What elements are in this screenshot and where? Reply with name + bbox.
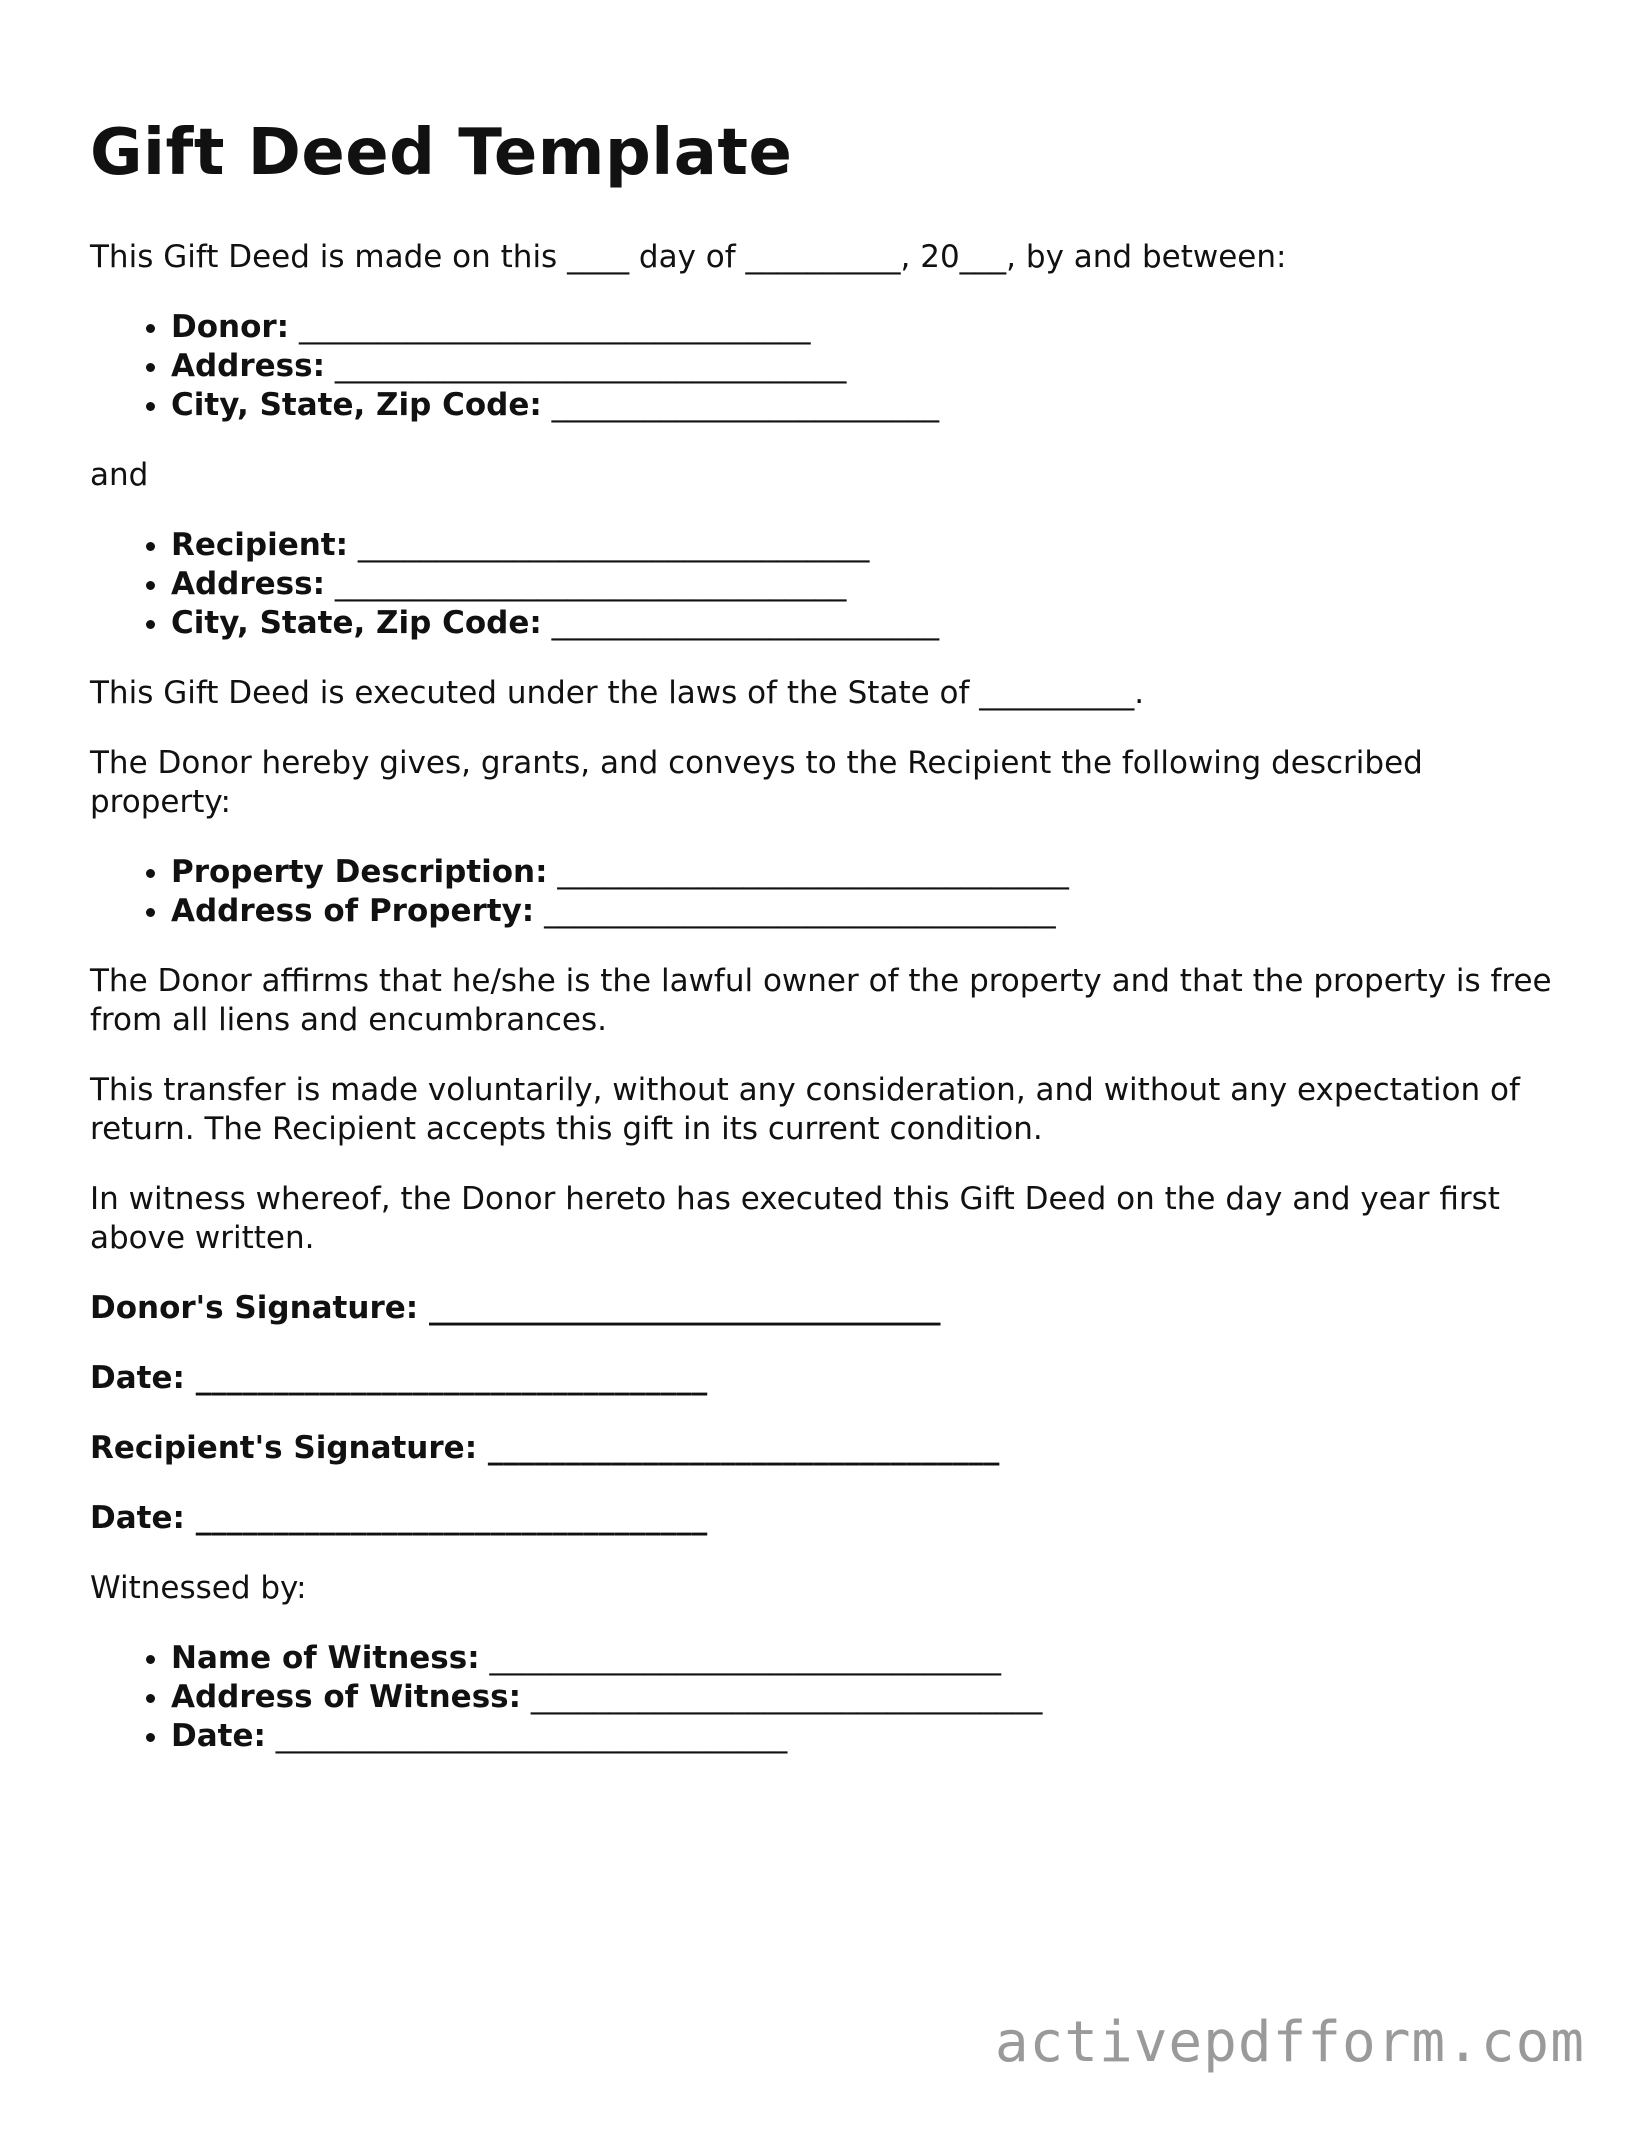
recipient-fields-list [90, 526, 1560, 643]
recipient-city-state-zip-field [171, 604, 1560, 643]
field-label: Recipient: [171, 527, 349, 563]
property-fields-list [90, 853, 1560, 931]
intro-paragraph: This Gift Deed is made on this ____ day of __________, 20___, by and between: [90, 239, 1287, 275]
field-label: Date: [171, 1718, 266, 1754]
field-blank: _________________________________ [275, 1718, 788, 1754]
recipient-name-field [171, 526, 1560, 565]
governing-law-paragraph: This Gift Deed is executed under the laws of the State of __________. [90, 675, 1145, 711]
field-blank: _________________________________ [334, 348, 847, 384]
witness-date-field [171, 1717, 1560, 1756]
field-label: City, State, Zip Code: [171, 387, 542, 423]
recipient-signature-line [90, 1429, 1560, 1468]
conveyance-paragraph: The Donor hereby gives, grants, and conveys to the Recipient the following described property: [90, 745, 1423, 820]
field-label: Property Description: [171, 854, 548, 890]
donor-signature-line [90, 1289, 1560, 1328]
field-label: Address of Property: [171, 893, 535, 929]
field-label: City, State, Zip Code: [171, 605, 542, 641]
voluntary-transfer-paragraph: This transfer is made voluntarily, without any consideration, and without any expectation of return. The Recipient accepts this gift in its current condition. [90, 1072, 1520, 1147]
witnessed-by-text: Witnessed by: [90, 1570, 307, 1606]
field-label: Donor: [171, 309, 290, 345]
property-address-field [171, 892, 1560, 931]
and-text: and [90, 457, 149, 493]
signature-label: Date: [90, 1360, 185, 1396]
signature-blank: _________________________________ [487, 1430, 1000, 1466]
field-blank: _________________________________ [489, 1640, 1001, 1676]
signature-label: Donor's Signature: [90, 1290, 419, 1326]
signature-blank: _________________________________ [195, 1500, 708, 1536]
witness-address-field [171, 1678, 1560, 1717]
field-label: Address of Witness: [171, 1679, 521, 1715]
field-blank: _________________________________ [557, 854, 1069, 890]
field-label: Address: [171, 348, 325, 384]
signature-label: Recipient's Signature: [90, 1430, 478, 1466]
document-page [90, 108, 1560, 1787]
watermark: activepdfform.com [994, 2010, 1585, 2075]
donor-city-state-zip-field [171, 386, 1560, 425]
affirmation-paragraph: The Donor affirms that he/she is the lawful owner of the property and that the property is free from all liens and encumbrances. [90, 963, 1552, 1038]
property-description-field [171, 853, 1560, 892]
field-blank: _________________________ [551, 387, 940, 423]
donor-name-field [171, 308, 1560, 347]
page-title: Gift Deed Template [90, 116, 793, 190]
field-label: Address: [171, 566, 325, 602]
field-blank: _________________________________ [334, 566, 847, 602]
signature-blank: _________________________________ [428, 1290, 941, 1326]
witness-name-field [171, 1639, 1560, 1678]
field-blank: _________________________________ [544, 893, 1056, 929]
in-witness-paragraph: In witness whereof, the Donor hereto has executed this Gift Deed on the day and year first above written. [90, 1181, 1500, 1256]
donor-address-field [171, 347, 1560, 386]
signature-label: Date: [90, 1500, 185, 1536]
recipient-date-line [90, 1499, 1560, 1538]
field-blank: _________________________________ [357, 527, 870, 563]
recipient-address-field [171, 565, 1560, 604]
donor-date-line [90, 1359, 1560, 1398]
donor-fields-list [90, 308, 1560, 425]
field-label: Name of Witness: [171, 1640, 480, 1676]
field-blank: _________________________________ [298, 309, 811, 345]
witness-fields-list [90, 1639, 1560, 1756]
field-blank: _________________________________ [530, 1679, 1043, 1715]
signature-blank: _________________________________ [195, 1360, 708, 1396]
field-blank: _________________________ [551, 605, 940, 641]
